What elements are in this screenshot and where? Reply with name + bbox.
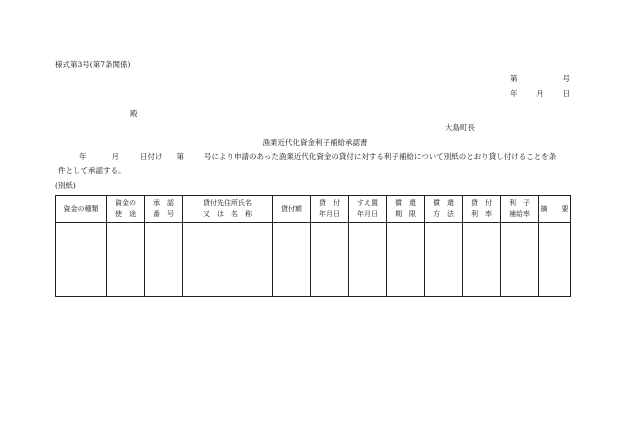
- table-cell: [501, 223, 539, 297]
- table-cell: [425, 223, 463, 297]
- document-date: [510, 90, 570, 98]
- document-number: [510, 75, 570, 83]
- date-day: 日: [562, 89, 570, 98]
- header-loan-amount: 貸付額: [273, 196, 311, 223]
- table-header-row: [56, 196, 571, 223]
- body-line-1-text: 号により申請のあった漁業近代化資金の貸付に対する利子補給について別紙のとおり貸し付けることを条: [204, 152, 557, 161]
- header-fund-use: 資金の 使 途: [107, 196, 145, 223]
- addressee-honorific: 殿: [130, 109, 138, 118]
- header-borrower: 貸付先住所氏名 又 は 名 称: [183, 196, 273, 223]
- header-repayment-method: 償 還 方 法: [425, 196, 463, 223]
- header-repayment-deadline: 償 還 期 限: [387, 196, 425, 223]
- body-month: 月: [111, 152, 119, 161]
- document-title: 漁業近代化資金利子補給承認書: [262, 138, 368, 147]
- header-approval-number: 承 認 番 号: [145, 196, 183, 223]
- body-line-2: 件として承認する。: [58, 166, 126, 175]
- body-number-prefix: 第: [176, 152, 184, 161]
- attachment-label: (別紙): [55, 181, 76, 190]
- table-cell: [349, 223, 387, 297]
- table-row: [56, 223, 571, 297]
- table-cell: [539, 223, 571, 297]
- table-cell: [145, 223, 183, 297]
- table-cell: [463, 223, 501, 297]
- document-number-prefix: 第: [510, 74, 518, 83]
- body-dated: 日付け: [140, 152, 163, 161]
- document-number-suffix: 号: [562, 74, 570, 83]
- table-cell: [107, 223, 145, 297]
- table-cell: [56, 223, 107, 297]
- header-loan-date: 貸 付 年月日: [311, 196, 349, 223]
- form-number: 様式第3号(第7条関係): [55, 60, 131, 69]
- header-deferment-date: すえ置 年月日: [349, 196, 387, 223]
- header-fund-type: 資金の種類: [56, 196, 107, 223]
- table-cell: [273, 223, 311, 297]
- table-cell: [311, 223, 349, 297]
- date-month: 月: [536, 89, 544, 98]
- body-line-1: [79, 153, 556, 161]
- date-year: 年: [510, 89, 518, 98]
- body-year: 年: [79, 152, 87, 161]
- table-cell: [387, 223, 425, 297]
- table-cell: [183, 223, 273, 297]
- header-remarks: 摘 要: [539, 196, 571, 223]
- header-subsidy-rate: 利 子 補給率: [501, 196, 539, 223]
- header-loan-interest-rate: 貸 付 利 率: [463, 196, 501, 223]
- loan-details-table: [55, 195, 571, 297]
- issuer-name: 大島町長: [445, 123, 475, 132]
